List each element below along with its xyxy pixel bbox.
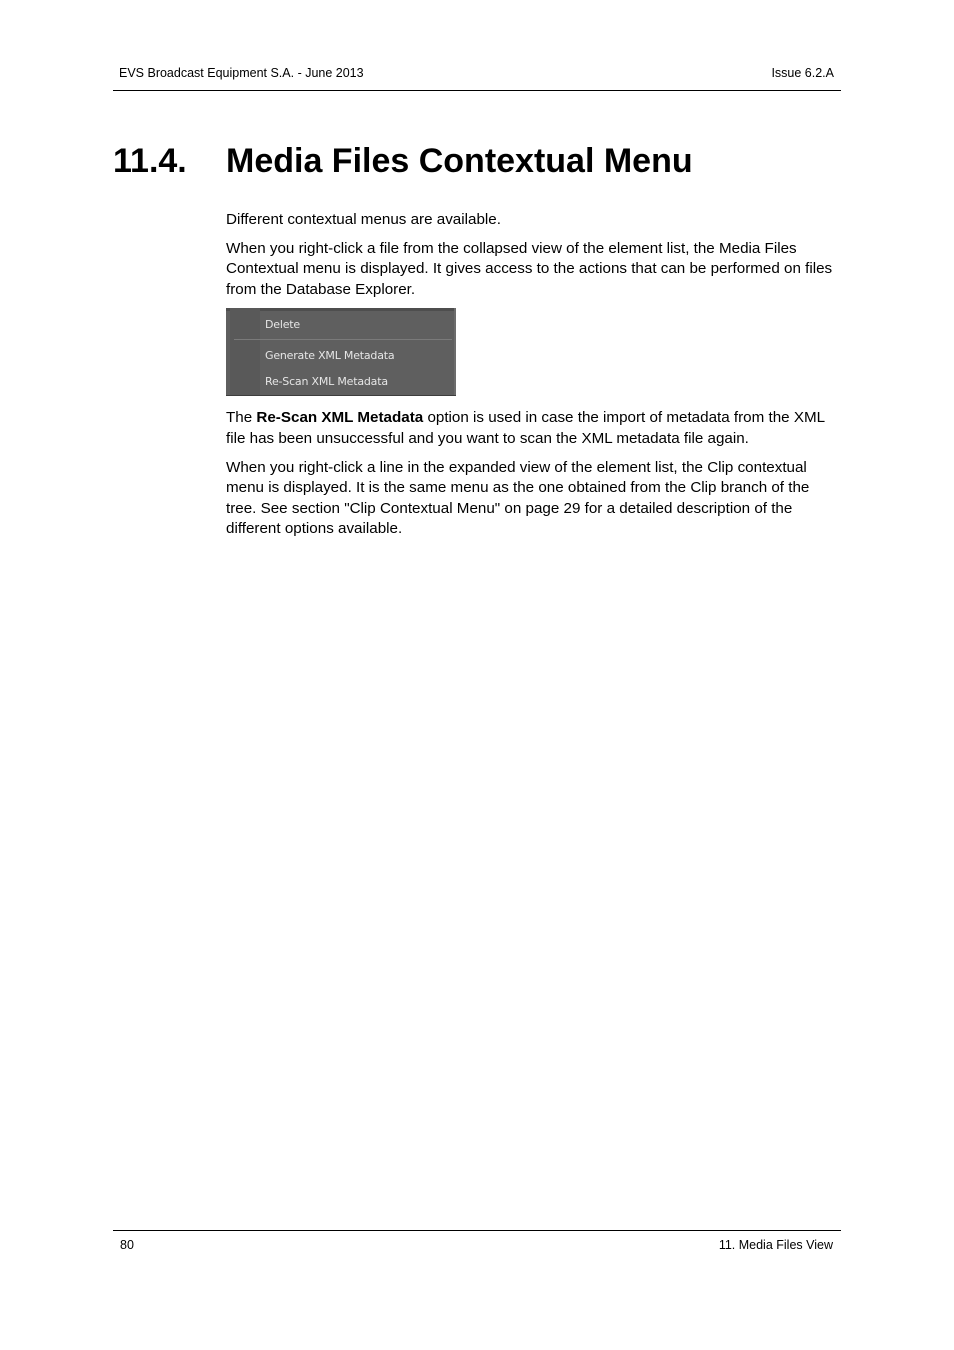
paragraph-media-files-menu: When you right-click a file from the collapsed view of the element list, the Media Files Contextual menu is displayed. It gives access to the actions that can be performed on files from the Database Explorer. (226, 239, 833, 298)
menu-right-edge (454, 308, 456, 395)
menu-top-band (226, 308, 456, 311)
paragraph-clip-menu: When you right-click a line in the expanded view of the element list, the Clip contextual menu is displayed. It is the same menu as the one obtained from the Clip branch of the tree. See section "Clip Contextual Menu" on page 29 for a detailed description of the different options available. (226, 458, 810, 538)
menu-item-generate-xml-metadata[interactable]: Generate XML Metadata (265, 349, 395, 363)
menu-separator (234, 339, 452, 340)
section-body (226, 210, 838, 548)
section-title: Media Files Contextual Menu (226, 142, 693, 180)
page-footer (113, 1230, 841, 1252)
paragraph-intro: Different contextual menus are available. (226, 211, 501, 228)
paragraph-rescan-option (226, 408, 838, 449)
rescan-prefix: The (226, 409, 257, 427)
menu-icon-strip (230, 308, 260, 395)
footer-chapter: 11. Media Files View (718, 1238, 833, 1252)
page-header (113, 64, 841, 91)
rescan-option-name: Re-Scan XML Metadata (256, 409, 424, 427)
contextual-menu-screenshot (226, 308, 456, 396)
menu-item-rescan-xml-metadata[interactable]: Re-Scan XML Metadata (265, 375, 388, 389)
footer-page-number: 80 (120, 1238, 134, 1252)
rescan-description: option is used in case the import of metadata from the XML file has been unsuccessful and you want to scan the XML metadata file again. (226, 409, 825, 447)
section-number: 11.4. (113, 142, 187, 180)
header-company-date: EVS Broadcast Equipment S.A. - June 2013 (119, 66, 364, 80)
header-issue: Issue 6.2.A (771, 66, 834, 80)
menu-item-delete[interactable]: Delete (265, 318, 300, 332)
